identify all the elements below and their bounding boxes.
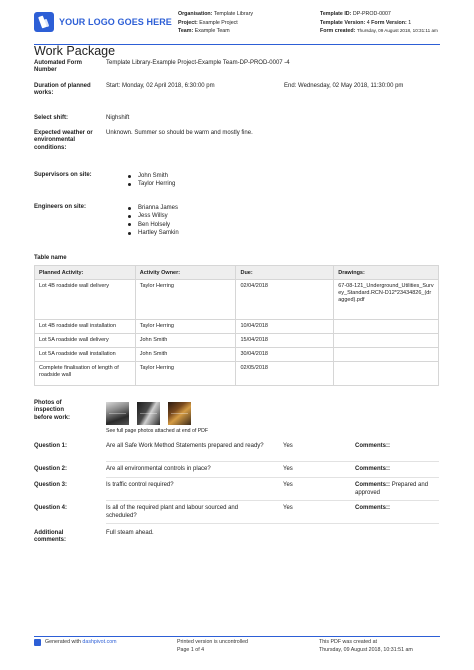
table-cell: Taylor Herring	[135, 362, 236, 386]
question-divider	[106, 500, 439, 501]
table-cell: Taylor Herring	[135, 280, 236, 320]
project-value: Example Project	[199, 19, 238, 26]
supervisors-label: Supervisors on site:	[34, 172, 92, 178]
table-title: Table name	[34, 255, 67, 261]
table-cell: 15/04/2018	[236, 334, 334, 348]
engineers-list	[128, 204, 179, 238]
table-cell	[334, 320, 439, 334]
drawing-link[interactable]: 67-08-121_Underground_Utilities_Survey_Standard.RCN-D12*23434826_(dragged).pdf	[334, 280, 439, 320]
question-answer: Yes	[283, 466, 293, 472]
table-row	[35, 280, 439, 320]
duration-label: Duration of planned works:	[34, 83, 91, 97]
form-created-value: Thursday, 09 August 2018, 10:31:11 am	[356, 28, 438, 33]
project-label: Project:	[178, 19, 198, 26]
question-label: Question 3:	[34, 482, 68, 488]
question-divider	[106, 477, 439, 478]
printed-notice: Printed version is uncontrolled	[177, 639, 248, 645]
table-cell	[334, 362, 439, 386]
table-cell: Lot 5A roadside wall delivery	[35, 334, 136, 348]
form-version-value: 1	[408, 19, 412, 26]
question-answer: Yes	[283, 443, 293, 449]
photos-label: Photos of inspection before work:	[34, 400, 71, 421]
template-version-label: Template Version:	[320, 19, 366, 26]
question-divider	[106, 523, 439, 524]
weather-label: Expected weather or environmental conditions:	[34, 130, 93, 151]
table-header-row	[35, 266, 439, 280]
inspection-photo-1[interactable]	[106, 402, 129, 425]
table-cell: John Smith	[135, 348, 236, 362]
comments-label: Comments::	[355, 466, 391, 472]
page-number: Page 1 of 4	[177, 646, 205, 653]
list-item: Ben Holsely	[128, 221, 179, 229]
question-comments	[355, 466, 441, 474]
question-text: Are all Safe Work Method Statements prepared and ready?	[106, 443, 264, 449]
engineers-label: Engineers on site:	[34, 204, 87, 210]
footer-divider	[34, 636, 440, 637]
weather-value: Unknown. Summer so should be warm and mostly fine.	[106, 130, 253, 136]
header-meta-template	[320, 10, 442, 36]
inspection-photo-2[interactable]	[137, 402, 160, 425]
inspection-photo-3[interactable]	[168, 402, 191, 425]
additional-comments-value: Full steam ahead.	[106, 530, 154, 536]
question-comments	[355, 443, 441, 451]
footer-page-info	[177, 639, 248, 655]
dashpivot-logo-icon	[34, 639, 41, 646]
created-value: Thursday, 09 August 2018, 10:31:51 am	[319, 646, 413, 653]
list-item: Jess Willsy	[128, 212, 179, 220]
dashpivot-link[interactable]: dashpivot.com	[82, 639, 117, 645]
team-value: Example Team	[194, 28, 230, 34]
list-item: Taylor Herring	[128, 180, 175, 188]
question-text: Is traffic control required?	[106, 482, 174, 488]
form-number-value: Template Library-Example Project-Example Team-DP-PROD-0007 -4	[106, 60, 290, 66]
table-cell: Lot 4B roadside wall installation	[35, 320, 136, 334]
shift-label: Select shift:	[34, 115, 69, 121]
created-prefix: This PDF was created at	[319, 639, 377, 645]
logo-mark-icon	[34, 12, 54, 32]
template-id-label: Template ID:	[320, 11, 352, 17]
header-meta-organisation	[178, 10, 253, 36]
question-label: Question 4:	[34, 505, 68, 511]
list-item: Hartley Samkin	[128, 229, 179, 237]
start-value: Start: Monday, 02 April 2018, 6:30:00 pm	[106, 83, 215, 89]
question-text: Are all environmental controls in place?	[106, 466, 211, 472]
form-number-label: Automated Form Number	[34, 60, 82, 74]
table-row	[35, 320, 439, 334]
column-header: Drawings:	[334, 266, 439, 280]
comments-label: Comments::	[355, 443, 391, 449]
form-created-label: Form created:	[320, 28, 356, 34]
footer-created	[319, 639, 413, 655]
team-label: Team:	[178, 28, 194, 34]
table-cell: 02/04/2018	[236, 280, 334, 320]
table-cell	[334, 348, 439, 362]
inspection-photos	[106, 402, 199, 425]
additional-comments-label: Additional comments:	[34, 530, 67, 544]
supervisors-list	[128, 172, 175, 189]
template-version-value: 4	[366, 19, 370, 26]
table-row	[35, 334, 439, 348]
table-cell	[334, 334, 439, 348]
table-row	[35, 348, 439, 362]
form-version-label: Form Version:	[371, 19, 407, 26]
column-header: Due:	[236, 266, 334, 280]
question-label: Question 1:	[34, 443, 68, 449]
table-cell: 30/04/2018	[236, 348, 334, 362]
activities-table	[34, 265, 439, 386]
comments-label: Comments::	[355, 482, 391, 488]
org-label: Organisation:	[178, 11, 213, 17]
comments-value: Prepared and approved	[355, 482, 429, 496]
table-cell: 02/05/2018	[236, 362, 334, 386]
document-header	[34, 10, 440, 44]
end-value: End: Wednesday, 02 May 2018, 11:30:00 pm	[284, 83, 404, 89]
table-row	[35, 362, 439, 386]
list-item: Brianna James	[128, 204, 179, 212]
page-title: Work Package	[34, 44, 116, 58]
question-divider	[106, 461, 439, 462]
question-label: Question 2:	[34, 466, 68, 472]
question-text: Is all of the required plant and labour sourced and scheduled?	[106, 505, 239, 519]
column-header: Activity Owner:	[135, 266, 236, 280]
question-answer: Yes	[283, 482, 293, 488]
question-comments	[355, 482, 441, 497]
question-comments	[355, 505, 441, 513]
footer-generated	[34, 639, 117, 647]
list-item: John Smith	[128, 172, 175, 180]
table-cell: Complete finalisation of length of roadside wall	[35, 362, 136, 386]
table-cell: Taylor Herring	[135, 320, 236, 334]
shift-value: Nighshift	[106, 115, 130, 121]
table-cell: John Smith	[135, 334, 236, 348]
generated-prefix: Generated with	[45, 639, 81, 645]
org-value: Template Library	[213, 11, 253, 17]
table-cell: Lot 4B roadside wall delivery	[35, 280, 136, 320]
column-header: Planned Activity:	[35, 266, 136, 280]
company-logo	[34, 12, 172, 32]
table-cell: Lot 5A roadside wall installation	[35, 348, 136, 362]
table-cell: 10/04/2018	[236, 320, 334, 334]
question-answer: Yes	[283, 505, 293, 511]
comments-label: Comments::	[355, 505, 391, 511]
logo-text: YOUR LOGO GOES HERE	[59, 17, 172, 27]
template-id-value: DP-PROD-0007	[352, 11, 391, 17]
photos-caption: See full page photos attached at end of PDF	[106, 428, 209, 434]
